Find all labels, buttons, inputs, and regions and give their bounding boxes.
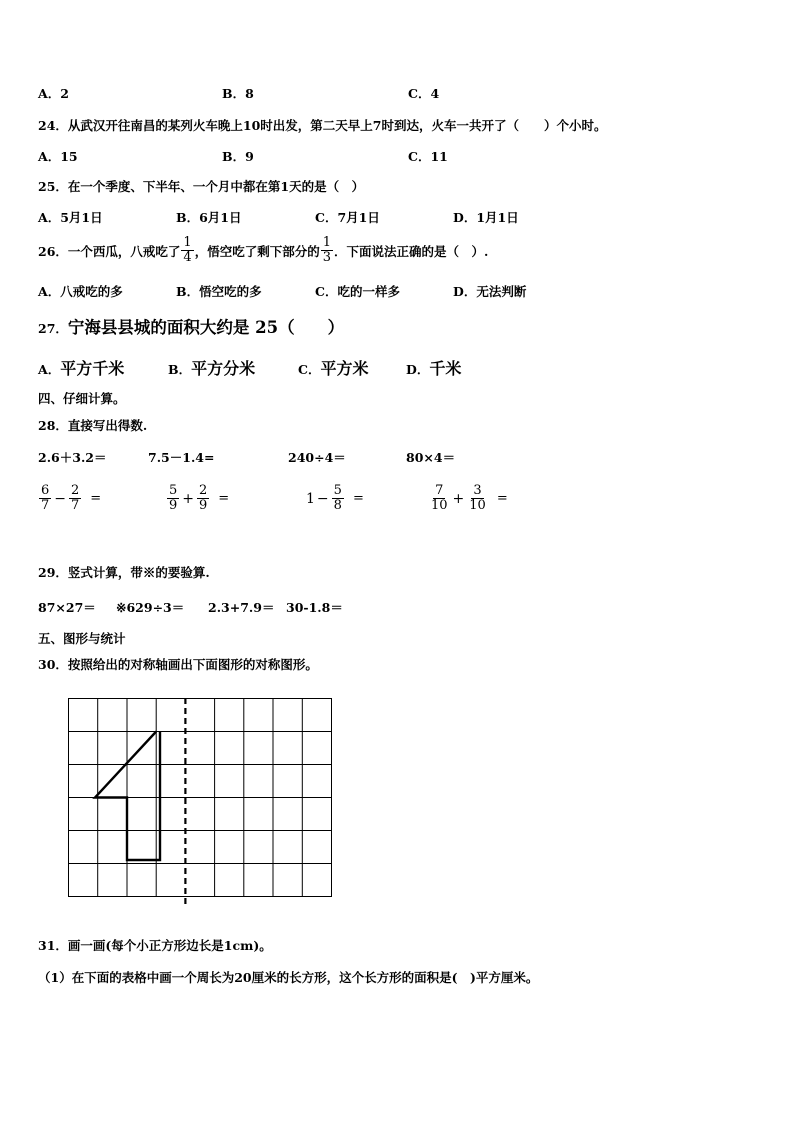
q24-option-a: A．15 (38, 149, 78, 164)
q27-option-c (298, 356, 368, 379)
q29-item-2: ※629÷3＝ (116, 600, 185, 615)
q29-item-4: 30-1.8＝ (286, 600, 343, 615)
q27-question: 宁海县县城的面积大约是 25（ ） (67, 318, 345, 337)
q28-fraction-expr-2 (166, 484, 229, 514)
q26-option-b: B．悟空吃的多 (176, 284, 262, 299)
q27-option-a (38, 356, 124, 379)
q26-fraction-1 (181, 236, 193, 266)
q25-option-b: B．6月1日 (176, 210, 242, 225)
q23-option-b: B．8 (222, 86, 254, 101)
q28-fraction-expr-4 (428, 484, 508, 514)
q26-option-a: A．八戒吃的多 (38, 284, 123, 299)
section-5-heading: 五、图形与统计 (38, 631, 126, 646)
q24-option-c: C．11 (408, 149, 448, 164)
expr2-b-den: 9 (199, 498, 208, 514)
q26-prefix: 26．一个西瓜，八戒吃了 (38, 243, 181, 259)
expr4-a-num: 7 (435, 483, 444, 498)
q28-calc-4: 80×4＝ (406, 450, 456, 465)
expr1-b-den: 7 (71, 498, 80, 514)
q26-option-c: C．吃的一样多 (315, 284, 400, 299)
expr2-b-num: 2 (199, 483, 208, 498)
q25-option-a: A．5月1日 (38, 210, 103, 225)
q27-option-b-label: B． (168, 362, 192, 377)
q27-option-a-label: A． (38, 362, 61, 377)
q27-option-d-label: D． (406, 362, 430, 377)
expr4-equals: = (496, 491, 508, 507)
expr2-a-den: 9 (169, 498, 178, 514)
q28-calc-1: 2.6＋3.2＝ (38, 450, 107, 465)
q26-middle: ，悟空吃了剩下部分的 (194, 243, 320, 259)
expr4-b-den: 10 (469, 498, 486, 514)
q29-item-3: 2.3+7.9＝ (208, 600, 275, 615)
q31-sub1: （1）在下面的表格中画一个周长为20厘米的长方形，这个长方形的面积是( )平方厘米。 (38, 970, 539, 985)
q26-frac1-den: 4 (183, 250, 192, 266)
q27-label: 27． (38, 321, 68, 336)
expr3-lead: 1 (306, 490, 315, 507)
expr2-equals: = (218, 491, 230, 507)
q26-option-d: D．无法判断 (453, 284, 527, 299)
q24-option-b: B．9 (222, 149, 254, 164)
q29-text: 29．竖式计算，带※的要验算. (38, 565, 210, 580)
q28-calc-3: 240÷4＝ (288, 450, 346, 465)
q27-option-b (168, 356, 255, 379)
q28-text: 28．直接写出得数. (38, 418, 148, 433)
q27-option-d-text: 千米 (429, 359, 462, 378)
q26-text (38, 236, 488, 266)
q27-option-b-text: 平方分米 (191, 359, 256, 378)
expr3-b-num: 5 (333, 483, 342, 498)
expr4-a-den: 10 (431, 498, 448, 514)
q28-fraction-expr-1 (38, 484, 101, 514)
expr1-equals: = (90, 491, 102, 507)
expr3-operator: − (316, 490, 329, 507)
expr2-operator: + (182, 490, 195, 507)
symmetry-grid (68, 698, 334, 906)
expr1-a-num: 6 (41, 483, 50, 498)
q26-frac1-num: 1 (183, 235, 192, 250)
q27-option-a-text: 平方千米 (60, 359, 125, 378)
q25-option-d: D．1月1日 (453, 210, 519, 225)
expr4-operator: + (452, 490, 465, 507)
expr1-a-den: 7 (41, 498, 50, 514)
q23-option-a: A．2 (38, 86, 69, 101)
q24-text: 24．从武汉开往南昌的某列火车晚上10时出发，第二天早上7时到达，火车一共开了（ ）个小时。 (38, 118, 607, 133)
q28-fraction-expr-3 (306, 484, 364, 514)
expr3-equals: = (352, 491, 364, 507)
q25-option-c: C．7月1日 (315, 210, 380, 225)
q26-fraction-2 (321, 236, 333, 266)
q31-text: 31．画一画(每个小正方形边长是1cm)。 (38, 938, 272, 953)
q26-frac2-num: 1 (322, 235, 331, 250)
q23-option-c: C．4 (408, 86, 440, 101)
q26-suffix: ．下面说法正确的是（ ）. (333, 243, 489, 259)
q27-option-d (406, 356, 461, 379)
expr4-b-num: 3 (473, 483, 482, 498)
expr1-operator: − (54, 490, 67, 507)
q25-text: 25．在一个季度、下半年、一个月中都在第1天的是（ ） (38, 179, 365, 194)
q27-text (38, 314, 344, 338)
q27-option-c-label: C． (298, 362, 321, 377)
q28-calc-2: 7.5－1.4= (148, 450, 215, 465)
section-4-heading: 四、仔细计算。 (38, 391, 126, 406)
q30-text: 30．按照给出的对称轴画出下面图形的对称图形。 (38, 657, 318, 672)
q29-item-1: 87×27＝ (38, 600, 96, 615)
expr3-b-den: 8 (333, 498, 342, 514)
q27-option-c-text: 平方米 (320, 359, 369, 378)
expr1-b-num: 2 (71, 483, 80, 498)
q26-frac2-den: 3 (322, 250, 331, 266)
expr2-a-num: 5 (169, 483, 178, 498)
